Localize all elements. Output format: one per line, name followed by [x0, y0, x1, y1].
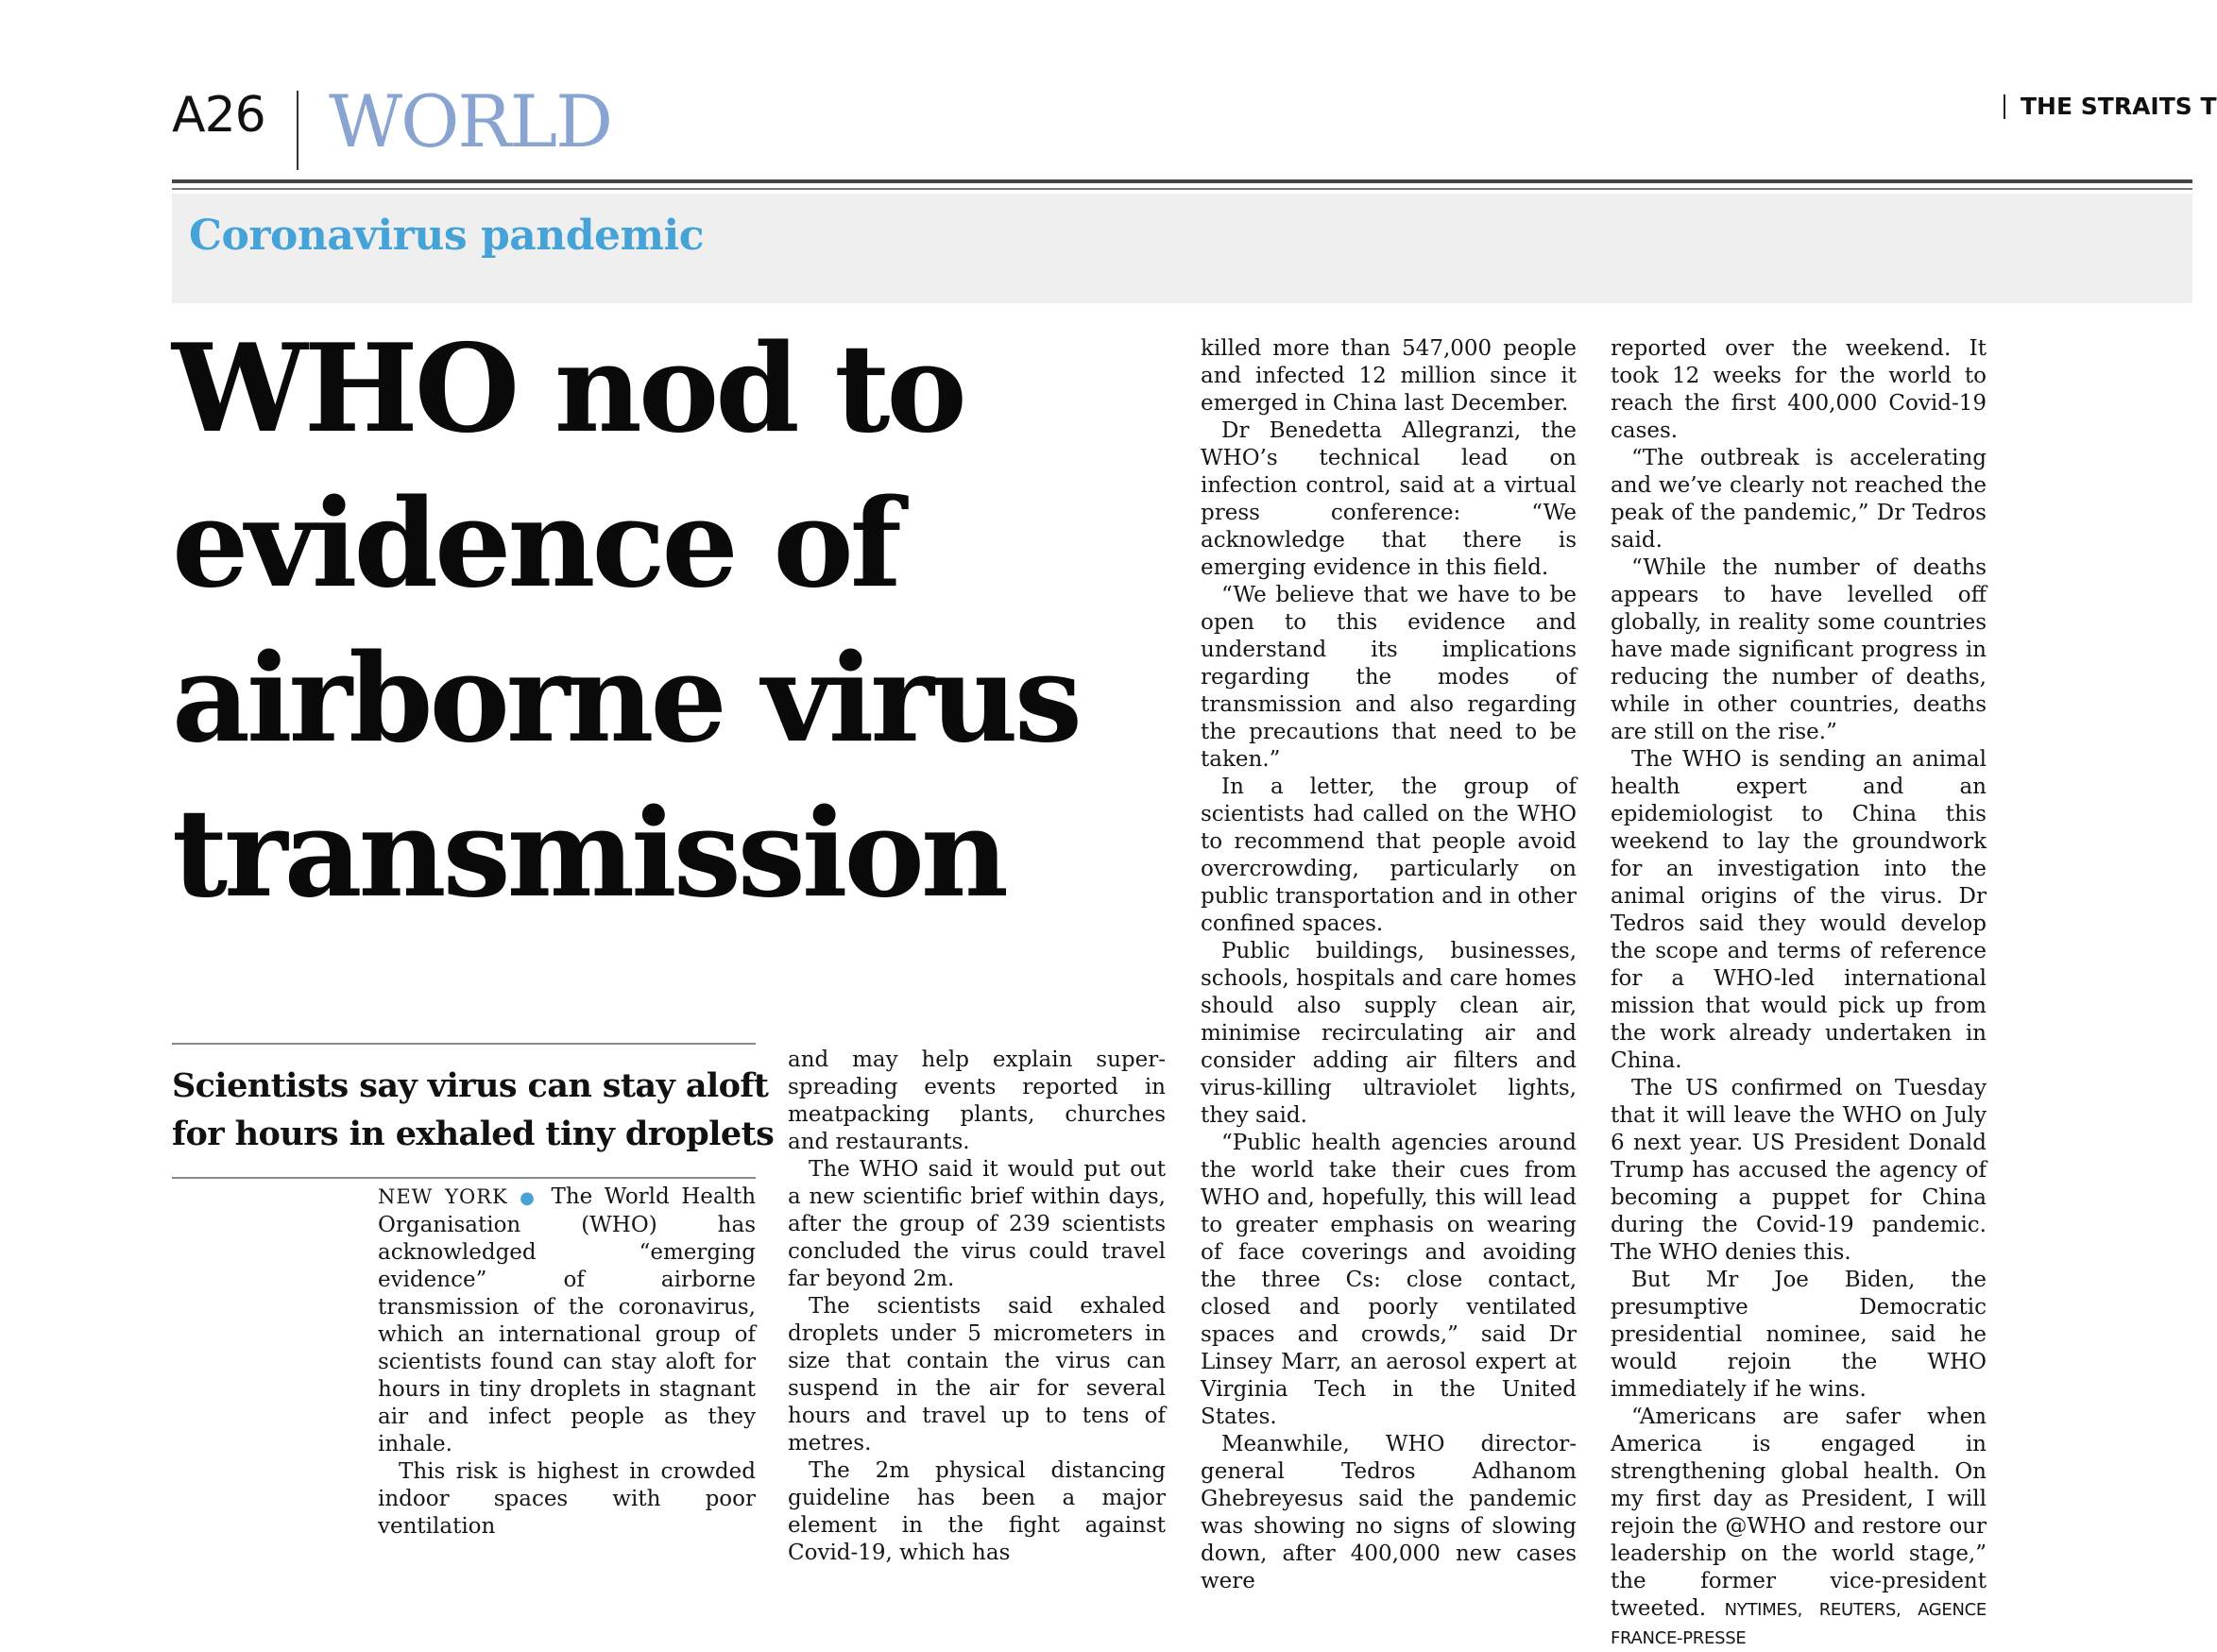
article-paragraph: The US confirmed on Tuesday that it will leave the WHO on July 6 next year. US President Donald Trump has accused the agency of becoming a puppet for China during the Covid-19 pandemic. The WHO denies this.: [1611, 1076, 1987, 1265]
subheadline: Scientists say virus can stay aloft for hours in exhaled tiny droplets: [172, 1066, 775, 1153]
paragraph-text: The World Health Organisation (WHO) has acknowledged “emerging evidence” of airborne transmission of the coronavirus, which an international group of scientists found can stay aloft for hours in tiny droplets in stagnant air and infect people as they inhale.: [378, 1184, 757, 1456]
page-number: A26: [172, 87, 265, 144]
article-paragraph: [378, 1184, 756, 1458]
kicker: Coronavirus pandemic: [189, 212, 705, 260]
bullet-icon: ●: [520, 1188, 540, 1208]
article-paragraph: The WHO is sending an animal health expert and an epidemiologist to China this weekend to lay the groundwork for an investigation into the animal origins of the virus. Dr Tedros said they would develop the scope and terms of reference for a WHO-led international mission that would pick up from the work already undertaken in China.: [1611, 747, 1987, 1073]
article-paragraph: Meanwhile, WHO director-general Tedros Adhanom Ghebreyesus said the pandemic was showing no signs of slowing down, after 400,000 new cases were: [1201, 1432, 1577, 1593]
header-rule-thin: [172, 188, 2192, 190]
article-paragraph: killed more than 547,000 people and infected 12 million since it emerged in China last December.: [1201, 336, 1577, 416]
subheadline-rule-top: [172, 1043, 756, 1045]
article-column-4: [1611, 335, 1987, 1652]
article-paragraph: In a letter, the group of scientists had called on the WHO to recommend that people avoid overcrowding, particularly on public transportation and in other confined spaces.: [1201, 775, 1577, 936]
article-paragraph: This risk is highest in crowded indoor spaces with poor ventilation: [378, 1459, 756, 1539]
header-divider: [297, 91, 298, 170]
article-column-3: [1201, 335, 1577, 1595]
masthead-divider: [2004, 94, 2005, 119]
article-paragraph: “While the number of deaths appears to have levelled off globally, in reality some countries have made significant progress in reducing the number of deaths, while in other countries, deaths are still on the rise.”: [1611, 555, 1987, 744]
article-paragraph: and may help explain super-spreading events reported in meatpacking plants, churches and restaurants.: [788, 1047, 1166, 1154]
header-rule-thick: [172, 179, 2192, 183]
article-paragraph: Public buildings, businesses, schools, hospitals and care homes should also supply clean air, minimise recirculating air and consider adding air filters and virus-killing ultraviolet lights, they said.: [1201, 939, 1577, 1128]
article-paragraph: Dr Benedetta Allegranzi, the WHO’s technical lead on infection control, said at a virtual press conference: “We acknowledge that there is emerging evidence in this field.: [1201, 418, 1577, 580]
dateline: NEW YORK: [378, 1185, 508, 1208]
article-paragraph: The scientists said exhaled droplets under 5 micrometers in size that contain the virus can suspend in the air for several hours and travel up to tens of metres.: [788, 1294, 1166, 1456]
article-column-1: [378, 1184, 756, 1541]
article-paragraph: The 2m physical distancing guideline has been a major element in the fight against Covid-19, which has: [788, 1458, 1166, 1565]
headline: WHO nod to evidence of airborne virus transmission: [172, 318, 1079, 925]
article-paragraph: “We believe that we have to be open to this evidence and understand its implications regarding the modes of transmission and also regarding the precautions that need to be taken.”: [1201, 583, 1577, 772]
article-paragraph: [1611, 1404, 1987, 1652]
masthead: THE STRAITS T: [2021, 93, 2217, 120]
paragraph-text: “Americans are safer when America is engaged in strengthening global health. On my first day as President, I will rejoin the @WHO and restore our leadership on the world stage,” the former vice-president tweeted.: [1611, 1405, 1987, 1621]
article-paragraph: But Mr Joe Biden, the presumptive Democratic presidential nominee, said he would rejoin the WHO immediately if he wins.: [1611, 1268, 1987, 1402]
article-paragraph: reported over the weekend. It took 12 weeks for the world to reach the first 400,000 Covid-19 cases.: [1611, 336, 1987, 443]
article-paragraph: “The outbreak is accelerating and we’ve clearly not reached the peak of the pandemic,” Dr Tedros said.: [1611, 446, 1987, 553]
article-paragraph: The WHO said it would put out a new scientific brief within days, after the group of 239 scientists concluded the virus could travel far beyond 2m.: [788, 1157, 1166, 1291]
photo-credit: NYTIMES, REUTERS, AGENCE FRANCE-PRESSE: [1611, 1600, 1987, 1648]
subheadline-rule-bottom: [172, 1177, 756, 1179]
article-paragraph: “Public health agencies around the world take their cues from WHO and, hopefully, this will lead to greater emphasis on wearing of face coverings and avoiding the three Cs: close contact, closed and poorly ventilated spaces and crowds,” said Dr Linsey Marr, an aerosol expert at Virginia Tech in the United States.: [1201, 1131, 1577, 1429]
article-column-2: [788, 1047, 1166, 1567]
section-name: WORLD: [329, 79, 612, 163]
